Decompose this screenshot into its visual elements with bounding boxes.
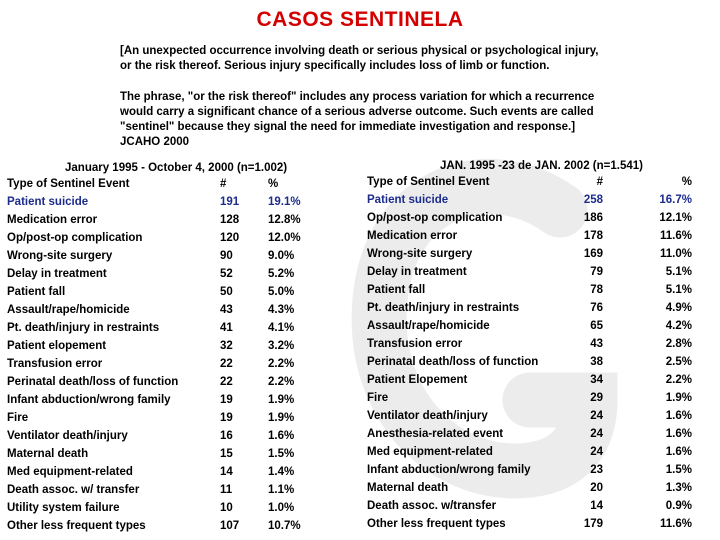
count-cell: 179	[583, 518, 603, 530]
event-type-cell: Delay in treatment	[367, 266, 467, 278]
count-cell: 34	[590, 374, 603, 386]
count-cell: 10	[220, 502, 233, 514]
percent-cell: 19.1%	[268, 196, 301, 208]
percent-cell: 1.6%	[268, 430, 295, 442]
percent-cell: 1.9%	[268, 394, 295, 406]
count-cell: 32	[220, 340, 233, 352]
event-type-cell: Fire	[7, 412, 29, 424]
event-type-cell: Patient suicide	[367, 194, 449, 206]
event-type-cell: Infant abduction/wrong family	[7, 394, 171, 406]
count-cell: 24	[590, 446, 603, 458]
count-cell: 22	[220, 376, 233, 388]
percent-cell: 4.1%	[268, 322, 295, 334]
percent-cell: 5.0%	[268, 286, 295, 298]
count-cell: 76	[590, 302, 603, 314]
count-cell: 19	[220, 412, 233, 424]
percent-cell: 2.8%	[665, 338, 692, 350]
percent-cell: 1.5%	[665, 464, 692, 476]
percent-cell: 11.6%	[660, 518, 692, 530]
percent-cell: 12.0%	[268, 232, 301, 244]
percent-cell: 0.9%	[665, 500, 692, 512]
percent-cell: %	[681, 176, 692, 188]
count-cell: 79	[590, 266, 603, 278]
event-type-cell: Pt. death/injury in restraints	[7, 322, 160, 334]
event-type-cell: Ventilator death/injury	[367, 410, 488, 422]
percent-cell: 2.2%	[268, 358, 295, 370]
count-cell: 20	[590, 482, 603, 494]
table-caption: JAN. 1995 -23 de JAN. 2002 (n=1.541)	[440, 160, 643, 172]
event-type-cell: Other less frequent types	[7, 520, 146, 532]
percent-cell: 12.1%	[659, 212, 692, 224]
percent-cell: 4.3%	[268, 304, 295, 316]
event-type-cell: Death assoc. w/ transfer	[7, 484, 140, 496]
count-cell: 11	[220, 484, 233, 496]
event-type-cell: Med equipment-related	[367, 446, 493, 458]
percent-cell: 10.7%	[268, 520, 301, 532]
definition-paragraph: [An unexpected occurrence involving death or serious physical or psychological injury, or the risk thereof. Serious injury specifically includes loss of limb or function.	[120, 45, 599, 72]
definition-text	[120, 44, 640, 150]
event-type-cell: Transfusion error	[7, 358, 103, 370]
count-cell: 128	[220, 214, 240, 226]
count-cell: 14	[220, 466, 233, 478]
count-cell: 90	[220, 250, 233, 262]
event-type-cell: Type of Sentinel Event	[367, 176, 490, 188]
count-cell: 186	[583, 212, 603, 224]
event-type-cell: Medication error	[367, 230, 458, 242]
percent-cell: 16.7%	[659, 194, 692, 206]
event-type-cell: Assault/rape/homicide	[367, 320, 490, 332]
table-caption: January 1995 - October 4, 2000 (n=1.002)	[65, 162, 288, 174]
event-type-cell: Patient fall	[7, 286, 66, 298]
percent-cell: 1.5%	[268, 448, 295, 460]
count-cell: 78	[590, 284, 603, 296]
count-cell: 41	[220, 322, 233, 334]
event-type-cell: Pt. death/injury in restraints	[367, 302, 520, 314]
percent-cell: 12.8%	[268, 214, 301, 226]
percent-cell: 1.9%	[665, 392, 692, 404]
event-type-cell: Delay in treatment	[7, 268, 107, 280]
event-type-cell: Infant abduction/wrong family	[367, 464, 531, 476]
count-cell: 50	[220, 286, 233, 298]
event-type-cell: Ventilator death/injury	[7, 430, 128, 442]
event-type-cell: Patient Elopement	[367, 374, 468, 386]
count-cell: 14	[590, 500, 603, 512]
event-type-cell: Assault/rape/homicide	[7, 304, 130, 316]
count-cell: 43	[590, 338, 603, 350]
percent-cell: 3.2%	[268, 340, 295, 352]
event-type-cell: Op/post-op complication	[367, 212, 503, 224]
event-type-cell: Wrong-site surgery	[7, 250, 113, 262]
event-type-cell: Perinatal death/loss of function	[7, 376, 179, 388]
event-type-cell: Transfusion error	[367, 338, 463, 350]
event-type-cell: Patient elopement	[7, 340, 107, 352]
percent-cell: %	[268, 178, 279, 190]
percent-cell: 2.5%	[665, 356, 692, 368]
event-type-cell: Utility system failure	[7, 502, 120, 514]
percent-cell: 1.1%	[268, 484, 295, 496]
percent-cell: 2.2%	[268, 376, 295, 388]
percent-cell: 9.0%	[268, 250, 295, 262]
event-type-cell: Maternal death	[7, 448, 89, 460]
event-type-cell: Patient fall	[367, 284, 426, 296]
event-type-cell: Fire	[367, 392, 389, 404]
count-cell: 191	[220, 196, 240, 208]
percent-cell: 2.2%	[665, 374, 692, 386]
count-cell: 38	[590, 356, 603, 368]
count-cell: 16	[220, 430, 233, 442]
percent-cell: 1.3%	[665, 482, 692, 494]
event-type-cell: Medication error	[7, 214, 98, 226]
count-cell: 43	[220, 304, 233, 316]
count-cell: 120	[220, 232, 240, 244]
count-cell: 258	[583, 194, 603, 206]
count-cell: 52	[220, 268, 233, 280]
count-cell: 19	[220, 394, 233, 406]
percent-cell: 1.6%	[665, 410, 692, 422]
event-type-cell: Death assoc. w/transfer	[367, 500, 497, 512]
risk-paragraph: The phrase, "or the risk thereof" includes any process variation for which a recurrence would carry a significant chance of a serious adverse outcome. Such events are called "sentinel" because they signal the need for immediate investigation and response.] JCAHO 2000	[120, 91, 595, 148]
count-cell: #	[220, 178, 227, 190]
count-cell: 22	[220, 358, 233, 370]
count-cell: 24	[590, 428, 603, 440]
percent-cell: 1.6%	[665, 428, 692, 440]
count-cell: 15	[220, 448, 233, 460]
page-title: CASOS SENTINELA	[256, 8, 464, 31]
percent-cell: 1.4%	[268, 466, 295, 478]
event-type-cell: Perinatal death/loss of function	[367, 356, 539, 368]
event-type-cell: Maternal death	[367, 482, 449, 494]
count-cell: 24	[590, 410, 603, 422]
count-cell: 169	[583, 248, 603, 260]
count-cell: 65	[590, 320, 603, 332]
count-cell: 107	[220, 520, 240, 532]
count-cell: #	[596, 176, 603, 188]
event-type-cell: Op/post-op complication	[7, 232, 143, 244]
percent-cell: 5.1%	[665, 284, 692, 296]
event-type-cell: Anesthesia-related event	[367, 428, 504, 440]
event-type-cell: Other less frequent types	[367, 518, 506, 530]
event-type-cell: Patient suicide	[7, 196, 89, 208]
percent-cell: 5.2%	[268, 268, 295, 280]
event-type-cell: Type of Sentinel Event	[7, 178, 130, 190]
percent-cell: 1.6%	[665, 446, 692, 458]
event-type-cell: Wrong-site surgery	[367, 248, 473, 260]
percent-cell: 11.0%	[660, 248, 692, 260]
count-cell: 23	[590, 464, 603, 476]
percent-cell: 1.0%	[268, 502, 295, 514]
percent-cell: 1.9%	[268, 412, 295, 424]
percent-cell: 4.2%	[665, 320, 692, 332]
percent-cell: 4.9%	[665, 302, 692, 314]
percent-cell: 5.1%	[665, 266, 692, 278]
event-type-cell: Med equipment-related	[7, 466, 133, 478]
count-cell: 178	[583, 230, 603, 242]
percent-cell: 11.6%	[660, 230, 692, 242]
count-cell: 29	[590, 392, 603, 404]
